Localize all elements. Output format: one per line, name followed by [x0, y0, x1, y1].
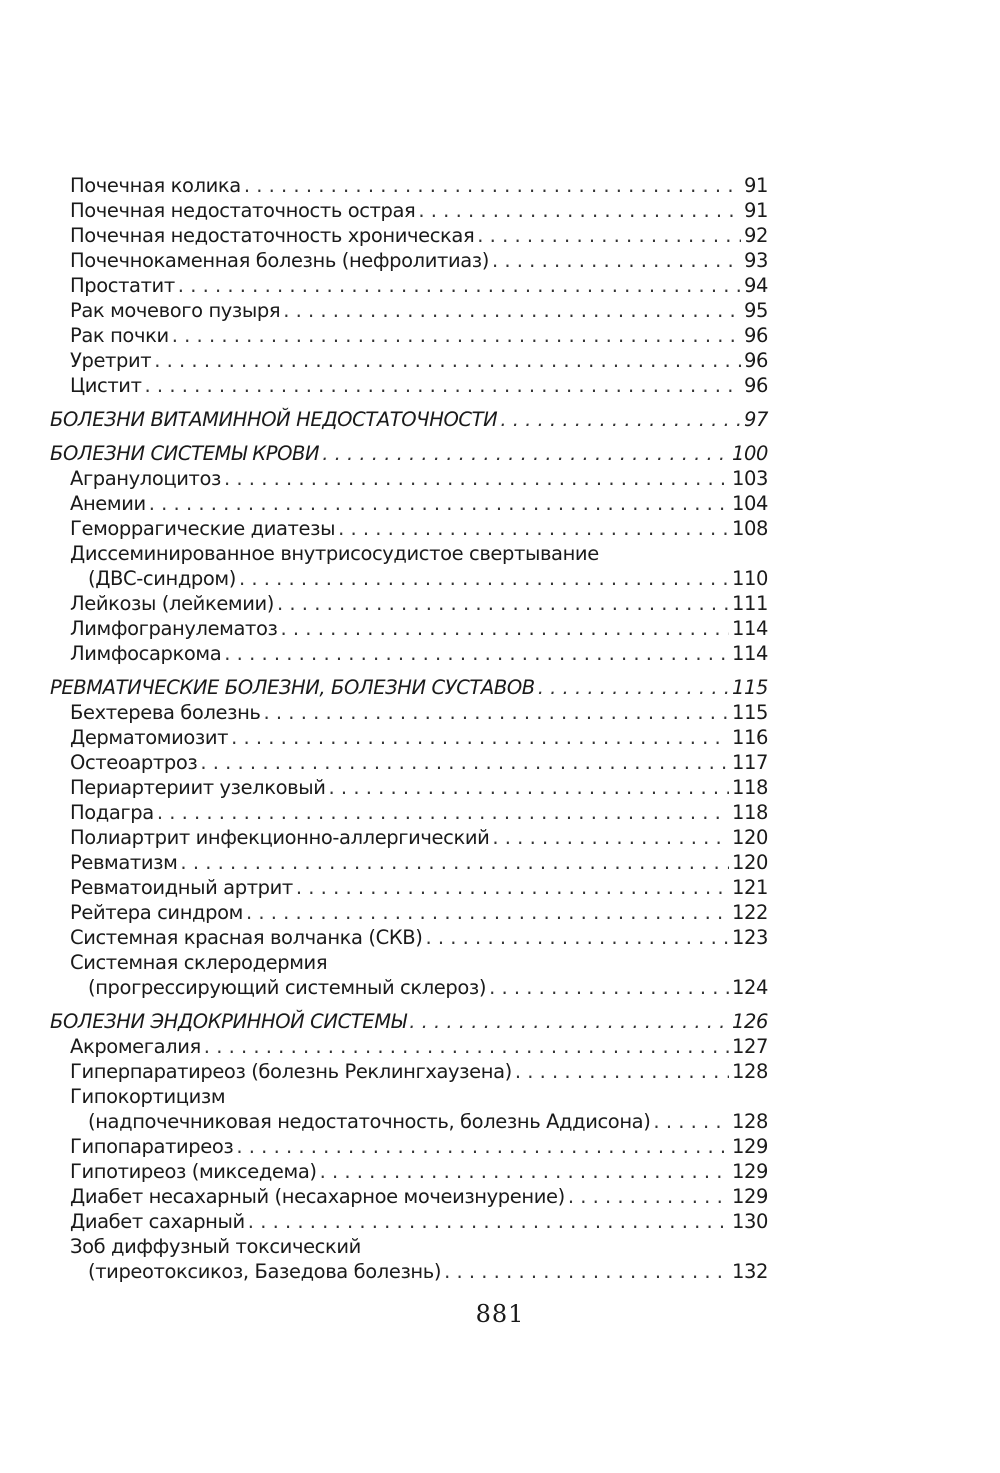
toc-leader-dots — [500, 407, 741, 432]
toc-entry-page: 118 — [731, 776, 768, 799]
toc-leader-dots — [653, 1109, 729, 1134]
toc-entry — [50, 248, 768, 273]
toc-entry-page: 122 — [731, 901, 768, 924]
toc-leader-dots — [338, 516, 729, 541]
toc-entry-label: Агранулоцитоз — [70, 467, 222, 490]
toc-entry-label: Диссеминированное внутрисосудистое свертывание — [70, 542, 599, 565]
toc-entry-page: 114 — [731, 642, 768, 665]
toc-entry-page: 92 — [743, 224, 768, 247]
toc-entry — [50, 223, 768, 248]
toc-leader-dots — [224, 466, 729, 491]
toc-entry-label: Полиартрит инфекционно-аллергический — [70, 826, 490, 849]
toc-entry-page: 94 — [743, 274, 768, 297]
toc-entry-label: Простатит — [70, 274, 175, 297]
toc-entry-continuation — [50, 1259, 768, 1284]
toc-entry — [50, 591, 768, 616]
toc-entry — [50, 1059, 768, 1084]
toc-entry — [50, 1159, 768, 1184]
toc-entry — [50, 348, 768, 373]
toc-entry-label: Ревматизм — [70, 851, 178, 874]
toc-leader-dots — [489, 975, 729, 1000]
toc-entry-heading — [50, 1234, 768, 1259]
toc-entry-page: 130 — [731, 1210, 768, 1233]
toc-leader-dots — [239, 566, 729, 591]
toc-entry — [50, 1034, 768, 1059]
toc-entry-label: Рак мочевого пузыря — [70, 299, 281, 322]
toc-entry — [50, 616, 768, 641]
toc-entry-continuation — [50, 566, 768, 591]
toc-entry-label: Гипотиреоз (микседема) — [70, 1160, 317, 1183]
toc-entry-label: Рак почки — [70, 324, 169, 347]
toc-entry — [50, 516, 768, 541]
toc-entry-page: 123 — [731, 926, 768, 949]
toc-entry — [50, 641, 768, 666]
toc-entry-page: 120 — [731, 826, 768, 849]
toc-entry-page: 91 — [743, 199, 768, 222]
toc-leader-dots — [248, 1209, 729, 1234]
toc-leader-dots — [180, 850, 729, 875]
toc-entry-page: 124 — [731, 976, 768, 999]
toc-entry — [50, 825, 768, 850]
toc-leader-dots — [264, 700, 729, 725]
toc-entry-page: 97 — [743, 408, 768, 431]
toc-entry-continuation — [50, 1109, 768, 1134]
toc-entry-label: Почечнокаменная болезнь (нефролитиаз) — [70, 249, 489, 272]
toc-leader-dots — [172, 323, 741, 348]
toc-entry-label: Лимфосаркома — [70, 642, 222, 665]
toc-leader-dots — [246, 900, 729, 925]
toc-entry-page: 91 — [743, 174, 768, 197]
toc-entry-label: БОЛЕЗНИ ВИТАМИННОЙ НЕДОСТАТОЧНОСТИ — [50, 408, 498, 431]
toc-entry-page: 127 — [731, 1035, 768, 1058]
toc-leader-dots — [277, 591, 729, 616]
toc-entry-page: 115 — [731, 701, 768, 724]
toc-entry-page: 121 — [731, 876, 768, 899]
toc-leader-dots — [320, 1159, 729, 1184]
page-number: 881 — [475, 1300, 525, 1328]
toc-entry-label: Цистит — [70, 374, 142, 397]
toc-entry-label: БОЛЕЗНИ СИСТЕМЫ КРОВИ — [50, 442, 320, 465]
toc-section-heading — [50, 1009, 768, 1034]
toc-entry-label: Бехтерева болезнь — [70, 701, 261, 724]
toc-entry-label: (надпочечниковая недостаточность, болезнь Аддисона) — [88, 1110, 651, 1133]
toc-leader-dots — [444, 1259, 729, 1284]
toc-entry — [50, 800, 768, 825]
toc-entry-heading — [50, 541, 768, 566]
toc-entry-page: 129 — [731, 1185, 768, 1208]
toc-entry — [50, 700, 768, 725]
toc-entry-page: 128 — [731, 1060, 768, 1083]
toc-leader-dots — [296, 875, 729, 900]
toc-entry — [50, 1209, 768, 1234]
toc-entry-label: Геморрагические диатезы — [70, 517, 336, 540]
toc-entry — [50, 725, 768, 750]
toc-entry-label: (ДВС-синдром) — [88, 567, 236, 590]
toc-entry-page: 116 — [731, 726, 768, 749]
toc-entry-page: 129 — [731, 1135, 768, 1158]
toc-entry-label: Почечная колика — [70, 174, 241, 197]
toc-entry — [50, 900, 768, 925]
toc-entry-page: 93 — [743, 249, 768, 272]
toc-leader-dots — [568, 1184, 729, 1209]
toc-entry-label: Системная склеродермия — [70, 951, 328, 974]
toc-entry — [50, 875, 768, 900]
toc-leader-dots — [231, 725, 729, 750]
toc-entry-label: Диабет сахарный — [70, 1210, 245, 1233]
toc-entry-label: Дерматомиозит — [70, 726, 229, 749]
toc-entry-label: БОЛЕЗНИ ЭНДОКРИННОЙ СИСТЕМЫ — [50, 1010, 407, 1033]
toc-section-heading — [50, 675, 768, 700]
toc-entry-page: 110 — [731, 567, 768, 590]
toc-entry-page: 103 — [731, 467, 768, 490]
toc-leader-dots — [538, 675, 729, 700]
toc-leader-dots — [409, 1009, 729, 1034]
toc-entry-label: Системная красная волчанка (СКВ) — [70, 926, 423, 949]
toc-entry-page: 96 — [743, 324, 768, 347]
toc-entry-page: 96 — [743, 349, 768, 372]
toc-leader-dots — [492, 825, 729, 850]
toc-leader-dots — [145, 373, 741, 398]
toc-leader-dots — [418, 198, 741, 223]
toc-leader-dots — [200, 750, 729, 775]
toc-entry — [50, 491, 768, 516]
toc-entry-page: 114 — [731, 617, 768, 640]
toc-entry-page: 104 — [731, 492, 768, 515]
toc-entry — [50, 775, 768, 800]
toc-entry-continuation — [50, 975, 768, 1000]
toc-entry-page: 108 — [731, 517, 768, 540]
toc-entry-label: Гипопаратиреоз — [70, 1135, 234, 1158]
toc-entry-page: 100 — [731, 442, 768, 465]
toc-entry-label: Периартериит узелковый — [70, 776, 326, 799]
toc-entry-label: (прогрессирующий системный склероз) — [88, 976, 487, 999]
toc-entry-label: Рейтера синдром — [70, 901, 243, 924]
toc-entry — [50, 273, 768, 298]
toc-entry-label: Гиперпаратиреоз (болезнь Реклингхаузена) — [70, 1060, 512, 1083]
toc-entry-label: Гипокортицизм — [70, 1085, 226, 1108]
toc-leader-dots — [322, 441, 729, 466]
toc-entry-page: 132 — [731, 1260, 768, 1283]
toc-entry — [50, 1134, 768, 1159]
toc-entry-label: Анемии — [70, 492, 146, 515]
toc-entry — [50, 323, 768, 348]
toc-entry-label: Диабет несахарный (несахарное мочеизнурение) — [70, 1185, 565, 1208]
toc-entry-label: Ревматоидный артрит — [70, 876, 293, 899]
toc-leader-dots — [236, 1134, 729, 1159]
toc-entry — [50, 173, 768, 198]
toc-entry — [50, 466, 768, 491]
toc-leader-dots — [154, 348, 741, 373]
toc-entry-label: Остеоартроз — [70, 751, 198, 774]
toc-entry-heading — [50, 1084, 768, 1109]
toc-leader-dots — [425, 925, 729, 950]
toc-entry-label: Лейкозы (лейкемии) — [70, 592, 274, 615]
toc-entry-label: Почечная недостаточность хроническая — [70, 224, 475, 247]
toc-leader-dots — [157, 800, 729, 825]
toc-leader-dots — [515, 1059, 729, 1084]
toc-entry-label: Лимфогранулематоз — [70, 617, 278, 640]
toc-section-heading — [50, 407, 768, 432]
toc-leader-dots — [244, 173, 741, 198]
toc-leader-dots — [224, 641, 729, 666]
toc-entry-label: Подагра — [70, 801, 154, 824]
toc-entry-page: 120 — [731, 851, 768, 874]
toc-entry — [50, 1184, 768, 1209]
toc-leader-dots — [149, 491, 729, 516]
toc-entry-page: 128 — [731, 1110, 768, 1133]
toc-entry — [50, 850, 768, 875]
toc-entry — [50, 298, 768, 323]
toc-entry-label: РЕВМАТИЧЕСКИЕ БОЛЕЗНИ, БОЛЕЗНИ СУСТАВОВ — [50, 676, 535, 699]
table-of-contents — [50, 173, 768, 1284]
toc-leader-dots — [283, 298, 741, 323]
toc-entry-label: Акромегалия — [70, 1035, 201, 1058]
toc-entry — [50, 198, 768, 223]
toc-entry — [50, 750, 768, 775]
toc-entry-page: 95 — [743, 299, 768, 322]
toc-entry-page: 117 — [731, 751, 768, 774]
toc-leader-dots — [178, 273, 741, 298]
toc-entry — [50, 925, 768, 950]
toc-leader-dots — [492, 248, 741, 273]
toc-entry-page: 118 — [731, 801, 768, 824]
toc-entry-page: 126 — [731, 1010, 768, 1033]
toc-leader-dots — [204, 1034, 729, 1059]
toc-leader-dots — [477, 223, 741, 248]
toc-entry-label: Уретрит — [70, 349, 152, 372]
toc-entry-page: 111 — [731, 592, 768, 615]
toc-leader-dots — [329, 775, 729, 800]
toc-section-heading — [50, 441, 768, 466]
toc-leader-dots — [281, 616, 729, 641]
toc-entry-label: Почечная недостаточность острая — [70, 199, 416, 222]
toc-entry-page: 129 — [731, 1160, 768, 1183]
toc-entry-heading — [50, 950, 768, 975]
toc-entry-label: Зоб диффузный токсический — [70, 1235, 361, 1258]
toc-entry-page: 96 — [743, 374, 768, 397]
toc-entry-label: (тиреотоксикоз, Базедова болезнь) — [88, 1260, 442, 1283]
toc-entry-page: 115 — [731, 676, 768, 699]
toc-entry — [50, 373, 768, 398]
